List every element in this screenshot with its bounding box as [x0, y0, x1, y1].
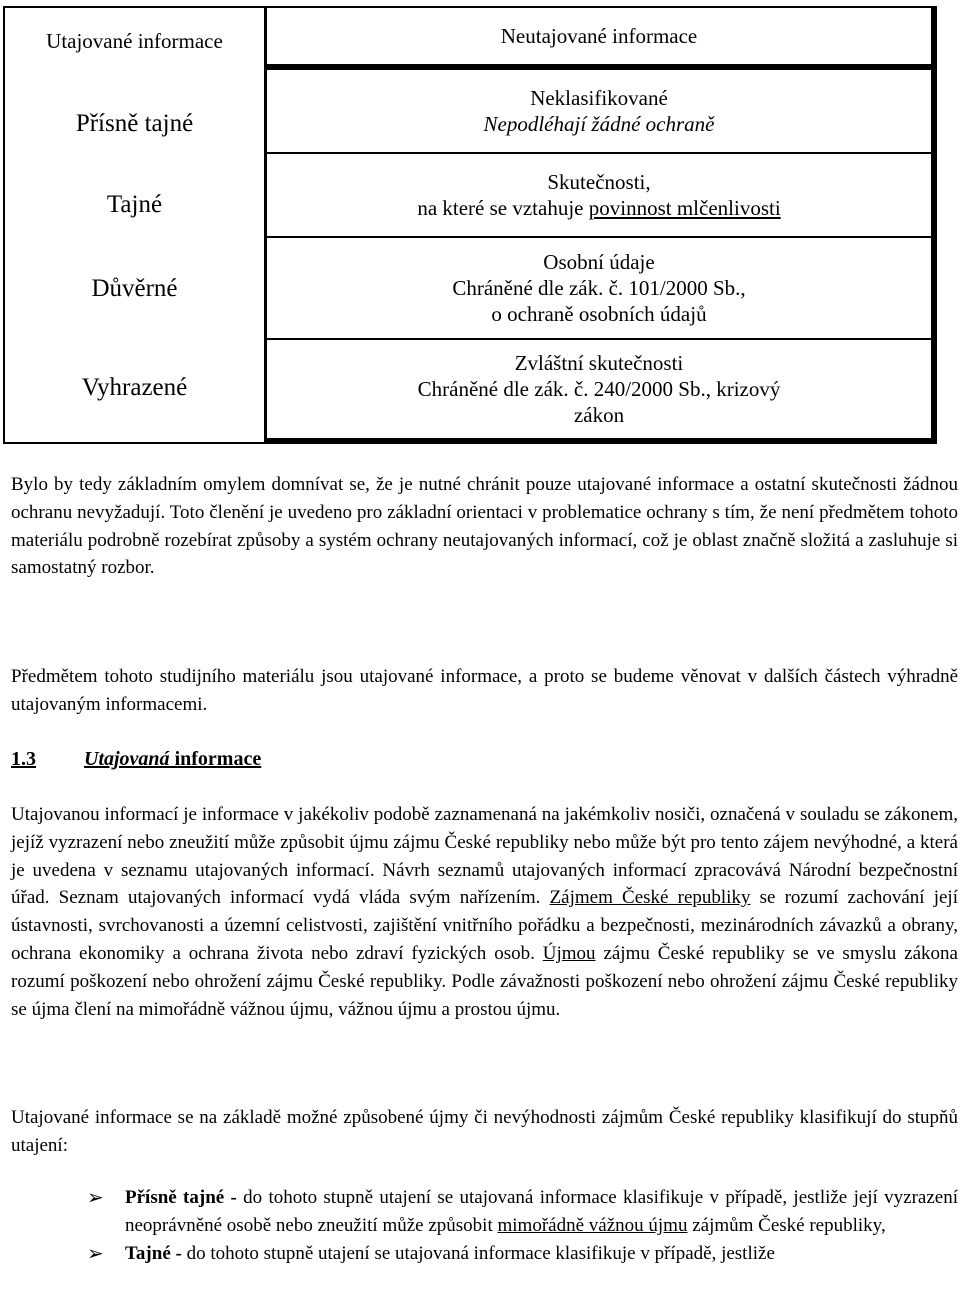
arrow-bullet-icon: ➢ — [87, 1187, 104, 1209]
unclassified-cell-4: Zvláštní skutečnosti Chráněné dle zák. č. 240/2000 Sb., krizový zákon — [417, 351, 781, 427]
definition-paragraph: Utajovanou informací je informace v jakékoliv podobě zaznamenaná na jakémkoliv nosiči, označená v souladu se zákonem, jejíž vyzrazení nebo zneužití může způsobit újmu zájmu České republiky nebo může být pro tento zájem nevýhodné, a která je uvedena v seznamu utajovaných informací. Návrh seznamů utajovaných informací zpracovává Národní bezpečnostní úřad. Seznam utajovaných informací vydá vláda svým nařízením. Zájmem České republiky se rozumí zachování její ústavnosti, svrchovanosti a územní celistvosti, zajištění vnitřního pořádku a bezpečnosti, mezinárodních závazků a obrany, ochrana ekonomiky a ochrana života nebo zdraví fyzických osob. Újmou zájmu České republiky se ve smyslu zákona rozumí poškození nebo ohrožení zájmu České republiky. Podle závažnosti poškození nebo ohrožení zájmu České republiky se újma člení na mimořádně vážnou újmu, vážnou újmu a prostou újmu. — [11, 804, 958, 1020]
unclassified-cell-3: Osobní údaje Chráněné dle zák. č. 101/2000 Sb., o ochraně osobních údajů — [267, 238, 931, 340]
list-item: ➢ Přísně tajné - do tohoto stupně utajení se utajovaná informace klasifikuje v případě, jestliže její vyzrazení neoprávněné osobě nebo zneužití může způsobit mimořádně vážnou újmu zájmům České republiky, — [11, 1184, 958, 1240]
level-top-secret: Přísně tajné — [75, 110, 194, 137]
section-title-italic: Utajovaná — [84, 748, 170, 770]
term-harm: Újmou — [542, 942, 596, 964]
secrecy-obligation-link[interactable]: povinnost mlčenlivosti — [588, 196, 781, 220]
level-restricted: Vyhrazené — [81, 374, 188, 401]
unclassified-cell-1: Neklasifikované Nepodléhají žádné ochraně — [267, 70, 931, 154]
classification-intro: Utajované informace se na základě možné způsobené újmy či nevýhodnosti zájmům České republiky klasifikují do stupňů utajení: — [11, 1107, 958, 1156]
unclassified-cell-2: Skutečnosti, na které se vztahuje povinnost mlčenlivosti — [267, 154, 931, 238]
body-paragraph-1: Bylo by tedy základním omylem domnívat se, že je nutné chránit pouze utajované informace a ostatní skutečnosti žádnou ochranu nevyžadují. Toto členění je uvedeno pro základní orientaci v problematice ochrany s tím, že není předmětem tohoto materiálu podrobně rozebírat způsoby a systém ochrany neutajovaných informací, což je oblast značně složitá a zasluhuje si samostatný rozbor. — [11, 474, 958, 579]
unclassified-column — [267, 6, 937, 444]
section-heading — [11, 745, 261, 773]
list-item: ➢ Tajné - do tohoto stupně utajení se utajovaná informace klasifikuje v případě, jestliže — [11, 1240, 958, 1268]
classified-column — [3, 6, 267, 444]
classification-list — [11, 1184, 958, 1268]
body-paragraph-2: Předmětem tohoto studijního materiálu jsou utajované informace, a proto se budeme věnovat v dalších částech výhradně utajovaným informacemi. — [11, 666, 958, 715]
term-national-interest: Zájmem České republiky — [549, 887, 751, 909]
level-confidential: Důvěrné — [91, 275, 178, 302]
section-number: 1.3 — [11, 748, 36, 770]
arrow-bullet-icon: ➢ — [87, 1243, 104, 1265]
unclassified-header: Neutajované informace — [267, 8, 931, 70]
classification-table — [3, 6, 937, 444]
level-secret: Tajné — [106, 191, 163, 218]
section-title-rest: informace — [169, 748, 262, 770]
classified-header: Utajované informace — [46, 28, 223, 53]
